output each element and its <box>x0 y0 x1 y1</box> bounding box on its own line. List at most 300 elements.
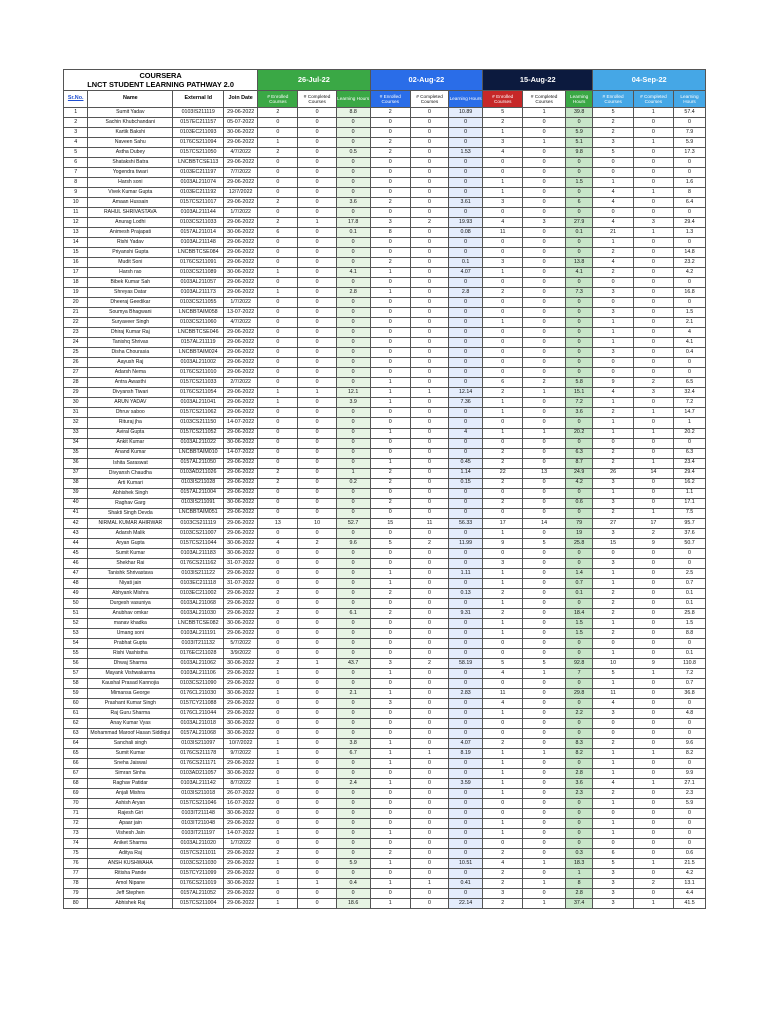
table-cell[interactable]: 0 <box>565 799 593 809</box>
table-cell[interactable]: 1 <box>370 759 410 769</box>
table-cell[interactable]: 2 <box>593 248 633 258</box>
table-cell[interactable]: 0 <box>565 118 593 128</box>
table-cell[interactable]: 0 <box>449 769 483 779</box>
table-cell[interactable]: 0 <box>258 158 298 168</box>
table-cell[interactable]: 2.1 <box>336 688 370 698</box>
table-cell[interactable]: 30-06-2022 <box>224 718 258 728</box>
table-cell[interactable]: 0 <box>523 839 565 849</box>
table-cell[interactable]: 0 <box>449 628 483 638</box>
table-cell[interactable]: 0 <box>449 278 483 288</box>
table-cell[interactable]: 0 <box>336 168 370 178</box>
table-cell[interactable]: 0 <box>298 668 336 678</box>
table-cell[interactable]: 0 <box>449 819 483 829</box>
table-cell[interactable]: 0 <box>674 809 706 819</box>
table-cell[interactable]: 2 <box>593 588 633 598</box>
table-cell[interactable]: 0 <box>410 488 448 498</box>
table-cell[interactable]: 26-07-2022 <box>224 789 258 799</box>
table-cell[interactable]: 0103AL211183 <box>173 548 224 558</box>
table-cell[interactable]: 0 <box>258 728 298 738</box>
table-cell[interactable]: 0 <box>633 728 673 738</box>
table-cell[interactable]: 27.9 <box>565 218 593 228</box>
table-cell[interactable]: 0103IS211028 <box>173 478 224 488</box>
table-cell[interactable]: 0.2 <box>336 478 370 488</box>
table-cell[interactable]: 29-06-2022 <box>224 348 258 358</box>
cell-name[interactable]: Aditya Raj <box>88 849 173 859</box>
table-cell[interactable]: 0 <box>633 618 673 628</box>
table-cell[interactable]: 30-06-2022 <box>224 128 258 138</box>
cell-name[interactable]: Ritisha Pande <box>88 869 173 879</box>
table-cell[interactable]: 0 <box>336 128 370 138</box>
table-cell[interactable]: 4.07 <box>449 738 483 748</box>
table-cell[interactable]: 0 <box>336 378 370 388</box>
table-cell[interactable]: 4 <box>483 859 523 869</box>
table-cell[interactable]: 0103CS211089 <box>173 268 224 278</box>
table-cell[interactable]: 29-06-2022 <box>224 678 258 688</box>
table-cell[interactable]: 19.93 <box>449 218 483 228</box>
table-cell[interactable]: 1 <box>258 749 298 759</box>
table-cell[interactable]: 7.9 <box>674 128 706 138</box>
table-cell[interactable]: 0 <box>633 628 673 638</box>
table-cell[interactable]: 14 <box>64 238 88 248</box>
table-cell[interactable]: 2.2 <box>565 708 593 718</box>
table-cell[interactable]: 0 <box>449 378 483 388</box>
table-cell[interactable]: 11 <box>64 208 88 218</box>
table-cell[interactable]: 2 <box>298 538 336 548</box>
table-cell[interactable]: 0 <box>298 548 336 558</box>
cell-name[interactable]: Raghav Patidar <box>88 779 173 789</box>
cell-name[interactable]: Mohammad Maroof Hasan Siddiqui <box>88 728 173 738</box>
table-cell[interactable]: 56.33 <box>449 518 483 528</box>
table-cell[interactable]: 0 <box>633 548 673 558</box>
table-cell[interactable]: 29-06-2022 <box>224 368 258 378</box>
table-cell[interactable]: 2.3 <box>565 789 593 799</box>
table-cell[interactable]: 0 <box>298 869 336 879</box>
table-cell[interactable]: 0 <box>483 678 523 688</box>
table-cell[interactable]: 1 <box>370 668 410 678</box>
table-cell[interactable]: 0 <box>523 568 565 578</box>
table-cell[interactable]: 0103CS211055 <box>173 298 224 308</box>
table-cell[interactable]: 0 <box>483 338 523 348</box>
table-cell[interactable]: 4 <box>593 218 633 228</box>
table-cell[interactable]: 2 <box>593 608 633 618</box>
table-cell[interactable]: 0 <box>298 759 336 769</box>
table-cell[interactable]: 11 <box>483 688 523 698</box>
table-cell[interactable]: 0 <box>298 859 336 869</box>
table-cell[interactable]: 0 <box>336 698 370 708</box>
table-cell[interactable]: 0 <box>565 418 593 428</box>
table-cell[interactable]: 1 <box>483 578 523 588</box>
table-cell[interactable]: 29-06-2022 <box>224 478 258 488</box>
table-cell[interactable]: 2 <box>483 458 523 468</box>
table-cell[interactable]: 24.9 <box>565 468 593 478</box>
table-cell[interactable]: 1 <box>258 759 298 769</box>
table-cell[interactable]: 32 <box>64 418 88 428</box>
table-cell[interactable]: 1 <box>258 829 298 839</box>
table-cell[interactable]: 0 <box>410 108 448 118</box>
table-cell[interactable]: 17 <box>483 518 523 528</box>
table-cell[interactable]: 0 <box>633 208 673 218</box>
table-cell[interactable]: 0 <box>258 498 298 508</box>
table-cell[interactable]: LNCBBTCSE046 <box>173 328 224 338</box>
table-cell[interactable]: 0.15 <box>449 478 483 488</box>
table-cell[interactable]: 1 <box>483 528 523 538</box>
table-cell[interactable]: 8 <box>565 879 593 889</box>
table-cell[interactable]: 1 <box>258 388 298 398</box>
table-cell[interactable]: 1 <box>565 869 593 879</box>
table-cell[interactable]: 0 <box>523 708 565 718</box>
table-cell[interactable]: 69 <box>64 789 88 799</box>
table-cell[interactable]: 0 <box>633 368 673 378</box>
table-cell[interactable]: 0 <box>370 488 410 498</box>
table-cell[interactable]: 8.3 <box>565 738 593 748</box>
cell-name[interactable]: Rishi Vashistha <box>88 648 173 658</box>
table-cell[interactable]: 0 <box>370 408 410 418</box>
table-cell[interactable]: 0 <box>336 298 370 308</box>
table-cell[interactable]: 8.19 <box>449 749 483 759</box>
table-cell[interactable]: 0 <box>298 198 336 208</box>
cell-name[interactable]: Prashant Kumar Singh <box>88 698 173 708</box>
table-cell[interactable]: 0 <box>336 528 370 538</box>
table-cell[interactable]: 0 <box>565 728 593 738</box>
table-cell[interactable]: 2 <box>523 378 565 388</box>
table-cell[interactable]: 30-06-2022 <box>224 268 258 278</box>
table-cell[interactable]: 11 <box>410 518 448 528</box>
table-cell[interactable]: 63 <box>64 728 88 738</box>
table-cell[interactable]: 29-06-2022 <box>224 598 258 608</box>
table-cell[interactable]: 0 <box>336 839 370 849</box>
table-cell[interactable]: 5 <box>523 658 565 668</box>
table-cell[interactable]: 0 <box>523 578 565 588</box>
table-cell[interactable]: 0 <box>410 128 448 138</box>
table-cell[interactable]: 1 <box>370 388 410 398</box>
table-cell[interactable]: 30-06-2022 <box>224 548 258 558</box>
table-cell[interactable]: 0 <box>449 829 483 839</box>
table-cell[interactable]: 29-06-2022 <box>224 698 258 708</box>
cell-name[interactable]: Divyansh Tiwari <box>88 388 173 398</box>
table-cell[interactable]: 1 <box>258 398 298 408</box>
table-cell[interactable]: 0157CS211011 <box>173 849 224 859</box>
table-cell[interactable]: 37 <box>64 468 88 478</box>
table-cell[interactable]: 71 <box>64 809 88 819</box>
table-cell[interactable]: 16.2 <box>674 478 706 488</box>
table-cell[interactable]: 0 <box>336 348 370 358</box>
table-cell[interactable]: 0 <box>633 418 673 428</box>
table-cell[interactable]: 0 <box>410 769 448 779</box>
table-cell[interactable]: 0 <box>410 648 448 658</box>
table-cell[interactable]: 0 <box>633 478 673 488</box>
table-cell[interactable]: 0 <box>523 158 565 168</box>
table-cell[interactable]: 5.9 <box>674 799 706 809</box>
table-cell[interactable]: 0 <box>298 258 336 268</box>
table-cell[interactable]: 0 <box>298 148 336 158</box>
table-cell[interactable]: 0 <box>258 869 298 879</box>
table-cell[interactable]: 0 <box>633 288 673 298</box>
table-cell[interactable]: 0 <box>523 408 565 418</box>
table-cell[interactable]: 0 <box>633 678 673 688</box>
table-cell[interactable]: 0 <box>336 208 370 218</box>
table-cell[interactable]: 1 <box>633 668 673 678</box>
table-cell[interactable]: 13 <box>258 518 298 528</box>
table-cell[interactable]: 0 <box>523 418 565 428</box>
table-cell[interactable]: 2 <box>483 899 523 909</box>
table-cell[interactable]: 0103AL211106 <box>173 668 224 678</box>
table-cell[interactable]: 0 <box>258 448 298 458</box>
table-cell[interactable]: 0 <box>633 198 673 208</box>
table-cell[interactable]: 1 <box>258 779 298 789</box>
table-cell[interactable]: 0 <box>298 508 336 518</box>
table-cell[interactable]: 0 <box>336 248 370 258</box>
table-cell[interactable]: 92.8 <box>565 658 593 668</box>
table-cell[interactable]: 0 <box>258 278 298 288</box>
table-cell[interactable]: 0 <box>298 698 336 708</box>
table-cell[interactable]: 0 <box>258 408 298 418</box>
cell-name[interactable]: Umang soni <box>88 628 173 638</box>
table-cell[interactable]: 29-06-2022 <box>224 819 258 829</box>
table-cell[interactable]: 36 <box>64 458 88 468</box>
table-cell[interactable]: 0 <box>370 809 410 819</box>
table-cell[interactable]: 0 <box>370 839 410 849</box>
table-cell[interactable]: 1 <box>258 268 298 278</box>
table-cell[interactable]: 2 <box>593 268 633 278</box>
table-cell[interactable]: 0 <box>593 438 633 448</box>
table-cell[interactable]: 5 <box>370 538 410 548</box>
cell-name[interactable]: Bibek Kumar Sah <box>88 278 173 288</box>
cell-name[interactable]: Ankit Kumar <box>88 438 173 448</box>
table-cell[interactable]: 30-06-2022 <box>224 658 258 668</box>
table-cell[interactable]: 3.6 <box>565 779 593 789</box>
table-cell[interactable]: 0 <box>410 428 448 438</box>
table-cell[interactable]: 4 <box>674 328 706 338</box>
table-cell[interactable]: 56 <box>64 658 88 668</box>
table-cell[interactable]: 3 <box>483 258 523 268</box>
table-cell[interactable]: 0103IT211132 <box>173 638 224 648</box>
table-cell[interactable]: 0157AL211052 <box>173 889 224 899</box>
table-cell[interactable]: 0 <box>298 799 336 809</box>
table-cell[interactable]: 0157CS211046 <box>173 799 224 809</box>
table-cell[interactable]: 0 <box>449 238 483 248</box>
table-cell[interactable]: 2 <box>370 468 410 478</box>
table-cell[interactable]: 2.5 <box>674 568 706 578</box>
table-cell[interactable]: 0 <box>410 338 448 348</box>
table-cell[interactable]: 0 <box>633 809 673 819</box>
table-cell[interactable]: 0103AL211062 <box>173 658 224 668</box>
table-cell[interactable]: 0 <box>370 238 410 248</box>
table-cell[interactable]: 0 <box>258 348 298 358</box>
table-cell[interactable]: 1 <box>483 819 523 829</box>
table-cell[interactable]: 7 <box>565 668 593 678</box>
table-cell[interactable]: 26 <box>64 358 88 368</box>
table-cell[interactable]: 0 <box>258 528 298 538</box>
table-cell[interactable]: 3.6 <box>336 198 370 208</box>
table-cell[interactable]: 0103IT211197 <box>173 829 224 839</box>
table-cell[interactable]: 38 <box>64 478 88 488</box>
table-cell[interactable]: 0157CY211088 <box>173 698 224 708</box>
table-cell[interactable]: 0157CS211044 <box>173 538 224 548</box>
table-cell[interactable]: 17.1 <box>674 498 706 508</box>
table-cell[interactable]: 0 <box>410 258 448 268</box>
table-cell[interactable]: 2 <box>370 588 410 598</box>
table-cell[interactable]: 0 <box>410 178 448 188</box>
table-cell[interactable]: 0176CL211030 <box>173 688 224 698</box>
table-cell[interactable]: 0 <box>593 548 633 558</box>
table-cell[interactable]: 0157CS211050 <box>173 148 224 158</box>
table-cell[interactable]: 0 <box>449 869 483 879</box>
table-cell[interactable]: 0 <box>258 318 298 328</box>
table-cell[interactable]: 2 <box>370 258 410 268</box>
table-cell[interactable]: 1/7/2022 <box>224 298 258 308</box>
table-cell[interactable]: 5.9 <box>336 859 370 869</box>
table-cell[interactable]: 05-07-2022 <box>224 118 258 128</box>
table-cell[interactable]: 0 <box>449 578 483 588</box>
table-cell[interactable]: 0 <box>449 668 483 678</box>
cell-name[interactable]: Amol Nipane <box>88 879 173 889</box>
table-cell[interactable]: 0 <box>523 769 565 779</box>
table-cell[interactable]: 0 <box>449 638 483 648</box>
table-cell[interactable]: 0 <box>483 298 523 308</box>
table-cell[interactable]: 5.8 <box>565 378 593 388</box>
cell-name[interactable]: Rishi Yadav <box>88 238 173 248</box>
table-cell[interactable]: 29-06-2022 <box>224 338 258 348</box>
table-cell[interactable]: 0 <box>410 789 448 799</box>
table-cell[interactable]: 29-06-2022 <box>224 138 258 148</box>
table-cell[interactable]: 3 <box>483 138 523 148</box>
table-cell[interactable]: 0 <box>593 278 633 288</box>
table-cell[interactable]: 1.1 <box>674 488 706 498</box>
table-cell[interactable]: 0103AL211002 <box>173 358 224 368</box>
cell-name[interactable]: Kaushal Prasad Kannojia <box>88 678 173 688</box>
table-cell[interactable]: 0 <box>298 829 336 839</box>
table-cell[interactable]: 0.1 <box>565 588 593 598</box>
table-cell[interactable]: 1.5 <box>565 628 593 638</box>
table-cell[interactable]: 0 <box>523 738 565 748</box>
table-cell[interactable]: 0 <box>483 728 523 738</box>
table-cell[interactable]: 0 <box>410 248 448 258</box>
table-cell[interactable]: 0 <box>410 468 448 478</box>
table-cell[interactable]: 0 <box>565 158 593 168</box>
table-cell[interactable]: 0 <box>336 408 370 418</box>
table-cell[interactable]: 0 <box>674 158 706 168</box>
table-cell[interactable]: 46 <box>64 558 88 568</box>
table-cell[interactable]: LNCBBTAIM024 <box>173 348 224 358</box>
table-cell[interactable]: 0103IT211148 <box>173 809 224 819</box>
table-cell[interactable]: 0 <box>483 418 523 428</box>
table-cell[interactable]: 1 <box>483 568 523 578</box>
table-cell[interactable]: 4.2 <box>565 478 593 488</box>
cell-name[interactable]: Priyanshi Gupta <box>88 248 173 258</box>
table-cell[interactable]: 29-06-2022 <box>224 108 258 118</box>
table-cell[interactable]: 1 <box>370 568 410 578</box>
table-cell[interactable]: 3.9 <box>336 398 370 408</box>
table-cell[interactable]: 0 <box>258 568 298 578</box>
table-cell[interactable]: 0 <box>298 298 336 308</box>
table-cell[interactable]: 29-06-2022 <box>224 458 258 468</box>
table-cell[interactable]: 1 <box>523 749 565 759</box>
table-cell[interactable]: 1.4 <box>565 568 593 578</box>
table-cell[interactable]: 13.1 <box>674 879 706 889</box>
table-cell[interactable]: 27 <box>593 518 633 528</box>
table-cell[interactable]: 0 <box>633 588 673 598</box>
table-cell[interactable]: LNCBBTCSE084 <box>173 248 224 258</box>
table-cell[interactable]: 4.1 <box>565 268 593 278</box>
table-cell[interactable]: 29-06-2022 <box>224 288 258 298</box>
table-cell[interactable]: 0103CS211150 <box>173 418 224 428</box>
table-cell[interactable]: 3 <box>370 218 410 228</box>
table-cell[interactable]: 0 <box>523 358 565 368</box>
table-cell[interactable]: 2 <box>410 538 448 548</box>
table-cell[interactable]: 29 <box>64 388 88 398</box>
table-cell[interactable]: 0 <box>298 678 336 688</box>
table-cell[interactable]: 2 <box>370 849 410 859</box>
table-cell[interactable]: 5 <box>593 668 633 678</box>
cell-name[interactable]: Shatakshi Batra <box>88 158 173 168</box>
table-cell[interactable]: 0 <box>370 118 410 128</box>
table-cell[interactable]: 0 <box>298 338 336 348</box>
table-cell[interactable]: 0 <box>258 368 298 378</box>
table-cell[interactable]: 22.14 <box>449 899 483 909</box>
table-cell[interactable]: 0 <box>370 598 410 608</box>
table-cell[interactable]: 0 <box>298 208 336 218</box>
table-cell[interactable]: 2.8 <box>336 288 370 298</box>
table-cell[interactable]: 17 <box>633 518 673 528</box>
table-cell[interactable]: 0 <box>523 608 565 618</box>
table-cell[interactable]: 15.1 <box>565 388 593 398</box>
table-cell[interactable]: 2 <box>593 128 633 138</box>
table-cell[interactable]: 29-06-2022 <box>224 398 258 408</box>
table-cell[interactable]: 0 <box>410 228 448 238</box>
table-cell[interactable]: 14-07-2022 <box>224 829 258 839</box>
table-cell[interactable]: 29-06-2022 <box>224 248 258 258</box>
table-cell[interactable]: 0103IT211048 <box>173 819 224 829</box>
table-cell[interactable]: 2.4 <box>336 779 370 789</box>
cell-name[interactable]: Raj Guru Sharma <box>88 708 173 718</box>
table-cell[interactable]: 11.99 <box>449 538 483 548</box>
table-cell[interactable]: 0 <box>298 268 336 278</box>
table-cell[interactable]: 1 <box>336 468 370 478</box>
table-cell[interactable]: 30-06-2022 <box>224 879 258 889</box>
table-cell[interactable]: 0 <box>523 118 565 128</box>
table-cell[interactable]: 110.8 <box>674 658 706 668</box>
table-cell[interactable]: 14 <box>523 518 565 528</box>
table-cell[interactable]: 0 <box>565 238 593 248</box>
table-cell[interactable]: 1 <box>258 138 298 148</box>
table-cell[interactable]: 0 <box>336 588 370 598</box>
table-cell[interactable]: 0 <box>449 188 483 198</box>
table-cell[interactable]: 0 <box>336 178 370 188</box>
table-cell[interactable]: 9/7/2022 <box>224 749 258 759</box>
table-cell[interactable]: 30 <box>64 398 88 408</box>
table-cell[interactable]: 3 <box>370 698 410 708</box>
cell-name[interactable]: Amaan Hussain <box>88 198 173 208</box>
table-cell[interactable]: 0 <box>565 508 593 518</box>
table-cell[interactable]: 1 <box>593 338 633 348</box>
table-cell[interactable]: 0 <box>565 598 593 608</box>
table-cell[interactable]: 0.45 <box>449 458 483 468</box>
table-cell[interactable]: 0 <box>370 558 410 568</box>
table-cell[interactable]: 79 <box>64 889 88 899</box>
table-cell[interactable]: 0 <box>523 698 565 708</box>
table-cell[interactable]: 18.3 <box>565 859 593 869</box>
table-cell[interactable]: 6 <box>483 378 523 388</box>
table-cell[interactable]: 0 <box>410 348 448 358</box>
table-cell[interactable]: 0103AL211022 <box>173 438 224 448</box>
table-cell[interactable]: 0 <box>449 508 483 518</box>
table-cell[interactable]: 0 <box>633 278 673 288</box>
table-cell[interactable]: 0 <box>410 138 448 148</box>
table-cell[interactable]: 1 <box>370 458 410 468</box>
table-cell[interactable]: 0 <box>449 408 483 418</box>
table-cell[interactable]: 0 <box>449 849 483 859</box>
table-cell[interactable]: 2.8 <box>565 769 593 779</box>
